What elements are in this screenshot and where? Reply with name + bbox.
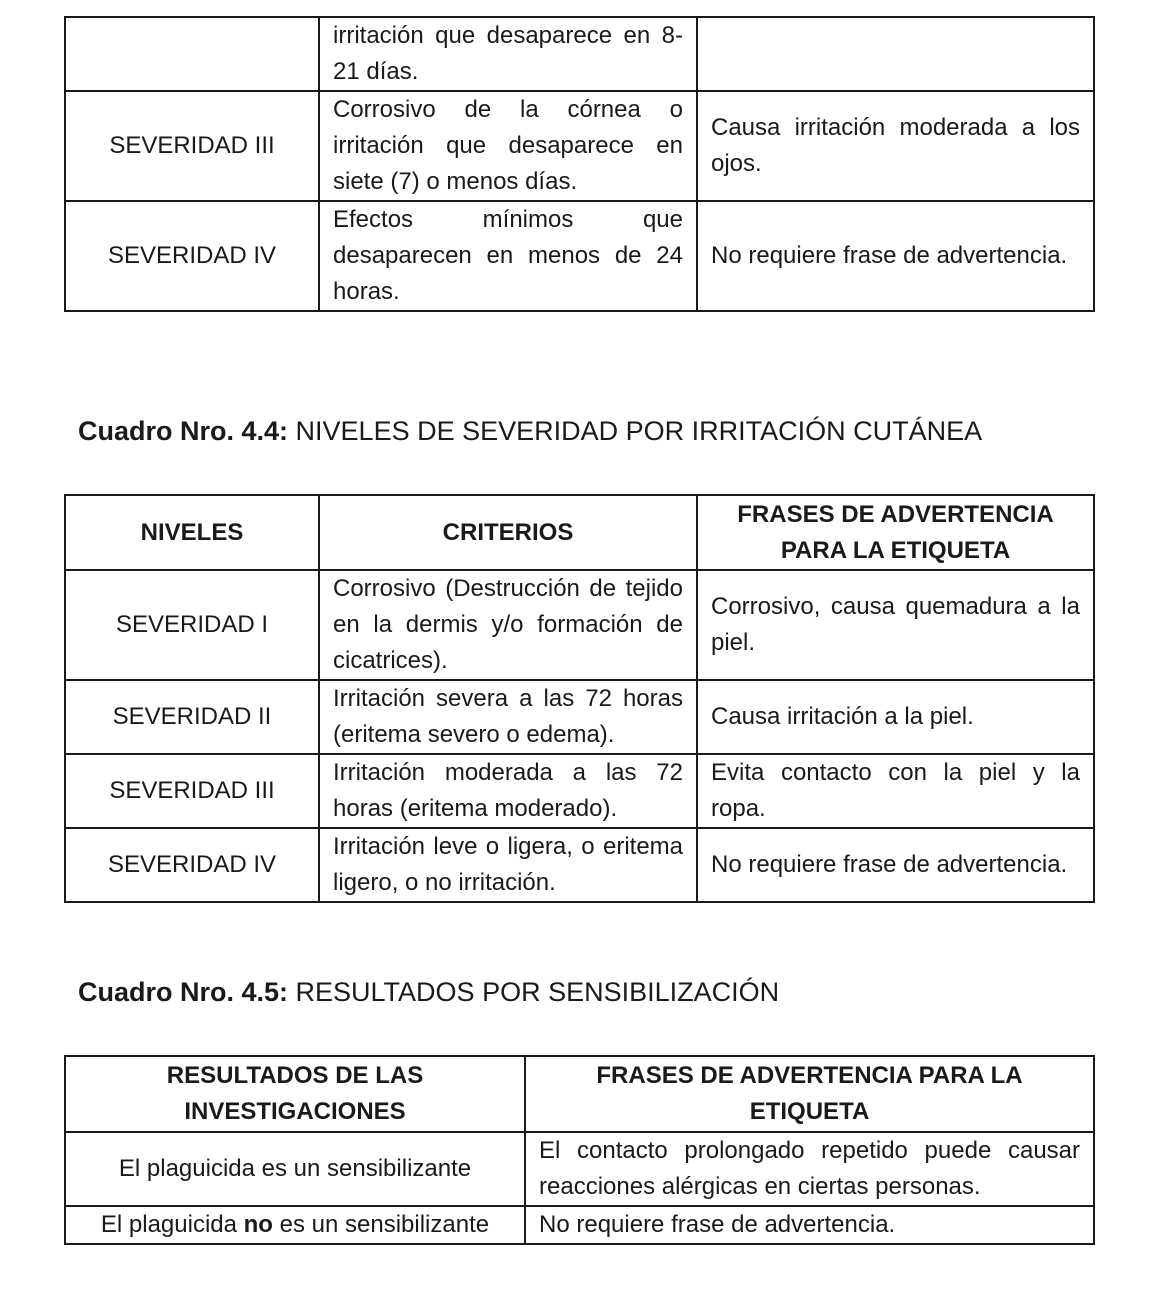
table-row — [65, 17, 1094, 91]
sensitization-table — [64, 1055, 1095, 1245]
table-row — [65, 1206, 1094, 1244]
cuadro-4-5-caption — [78, 977, 779, 1008]
warning-cell: No requiere frase de advertencia. — [697, 828, 1094, 902]
table-row — [65, 570, 1094, 680]
table-row — [65, 754, 1094, 828]
column-header: FRASES DE ADVERTENCIA PARA LA ETIQUETA — [525, 1056, 1094, 1132]
criteria-cell: Irritación severa a las 72 horas (eritema severo o edema). — [319, 680, 697, 754]
warning-cell: Causa irritación a la piel. — [697, 680, 1094, 754]
criteria-cell: Efectos mínimos que desaparecen en menos de 24 horas. — [319, 201, 697, 311]
warning-cell: Causa irritación moderada a los ojos. — [697, 91, 1094, 201]
table-row — [65, 828, 1094, 902]
warning-cell: El contacto prolongado repetido puede causar reacciones alérgicas en ciertas personas. — [525, 1132, 1094, 1206]
eye-irritation-table-continued — [64, 16, 1095, 312]
level-cell: SEVERIDAD III — [65, 754, 319, 828]
criteria-cell: Corrosivo (Destrucción de tejido en la dermis y/o formación de cicatrices). — [319, 570, 697, 680]
cuadro-4-4-caption — [78, 416, 982, 447]
warning-cell: No requiere frase de advertencia. — [697, 201, 1094, 311]
column-header: CRITERIOS — [319, 495, 697, 570]
result-text-emphasis: no — [243, 1211, 273, 1238]
warning-cell: No requiere frase de advertencia. — [525, 1206, 1094, 1244]
level-cell: SEVERIDAD II — [65, 680, 319, 754]
result-cell: El plaguicida es un sensibilizante — [65, 1132, 525, 1206]
criteria-cell: Irritación leve o ligera, o eritema ligero, o no irritación. — [319, 828, 697, 902]
skin-irritation-table — [64, 494, 1095, 903]
level-cell: SEVERIDAD III — [65, 91, 319, 201]
result-text-pre: El plaguicida — [100, 1211, 244, 1238]
table-header-row — [65, 1056, 1094, 1132]
warning-cell: Corrosivo, causa quemadura a la piel. — [697, 570, 1094, 680]
column-header: FRASES DE ADVERTENCIA PARA LA ETIQUETA — [697, 495, 1094, 570]
column-header: RESULTADOS DE LAS INVESTIGACIONES — [65, 1056, 525, 1132]
table-row — [65, 201, 1094, 311]
caption-title: RESULTADOS POR SENSIBILIZACIÓN — [288, 977, 780, 1007]
caption-title: NIVELES DE SEVERIDAD POR IRRITACIÓN CUTÁNEA — [288, 416, 983, 446]
warning-cell: Evita contacto con la piel y la ropa. — [697, 754, 1094, 828]
table-row — [65, 1132, 1094, 1206]
level-cell: SEVERIDAD IV — [65, 828, 319, 902]
level-cell: SEVERIDAD I — [65, 570, 319, 680]
table-header-row — [65, 495, 1094, 570]
caption-number: Cuadro Nro. 4.4: — [78, 416, 289, 446]
table-row — [65, 680, 1094, 754]
result-text-post: es un sensibilizante — [272, 1211, 490, 1238]
criteria-cell: Corrosivo de la córnea o irritación que desaparece en siete (7) o menos días. — [319, 91, 697, 201]
caption-number: Cuadro Nro. 4.5: — [78, 977, 289, 1007]
result-cell — [65, 1206, 525, 1244]
criteria-cell: Irritación moderada a las 72 horas (eritema moderado). — [319, 754, 697, 828]
level-cell: SEVERIDAD IV — [65, 201, 319, 311]
column-header: NIVELES — [65, 495, 319, 570]
level-cell — [65, 17, 319, 91]
criteria-cell: irritación que desaparece en 8-21 días. — [319, 17, 697, 91]
warning-cell — [697, 17, 1094, 91]
table-row — [65, 91, 1094, 201]
